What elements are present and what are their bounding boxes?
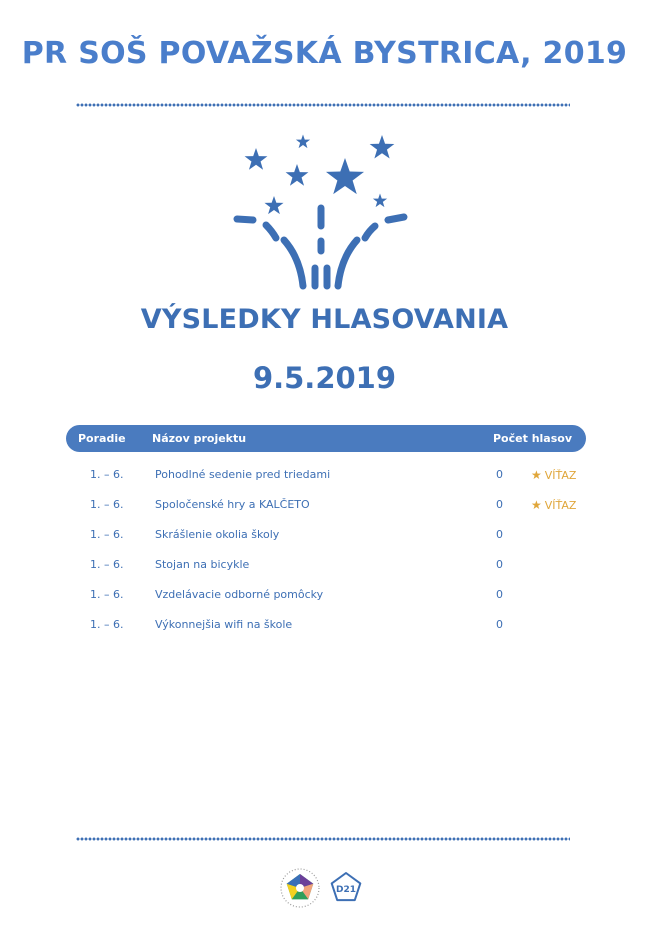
results-table: [0, 462, 649, 642]
winner-label: VÍŤAZ: [544, 469, 577, 482]
results-heading: VÝSLEDKY HLASOVANIA: [140, 304, 509, 335]
dotted-divider-bottom: [76, 837, 570, 841]
row-rank: 1. – 6.: [90, 588, 124, 601]
row-votes: 0: [496, 468, 503, 481]
winner-badge: [531, 498, 576, 512]
table-header: [66, 425, 586, 452]
row-project-name: Skrášlenie okolia školy: [155, 528, 280, 541]
row-rank: 1. – 6.: [90, 528, 124, 541]
d21-logo: [332, 873, 361, 900]
row-project-name: Vzdelávacie odborné pomôcky: [155, 588, 324, 601]
participatory-budget-logo: [281, 869, 319, 907]
table-row: [0, 462, 649, 492]
row-votes: 0: [496, 528, 503, 541]
fireworks-icon: [230, 128, 410, 293]
column-header-name: Názov projektu: [152, 432, 247, 445]
star-icon: ★: [531, 468, 542, 482]
row-rank: 1. – 6.: [90, 498, 124, 511]
d21-logo-text: D21: [336, 885, 356, 895]
star-icon: ★: [531, 498, 542, 512]
row-rank: 1. – 6.: [90, 618, 124, 631]
row-project-name: Výkonnejšia wifi na škole: [155, 618, 293, 631]
vote-date: 9.5.2019: [252, 361, 397, 395]
table-row: [0, 522, 649, 552]
column-header-rank: Poradie: [78, 432, 126, 445]
row-project-name: Pohodlné sedenie pred triedami: [155, 468, 331, 481]
winner-label: VÍŤAZ: [544, 499, 577, 512]
column-header-votes: Počet hlasov: [493, 432, 572, 445]
page-title: PR SOŠ POVAŽSKÁ BYSTRICA, 2019: [21, 36, 628, 71]
table-row: [0, 582, 649, 612]
row-votes: 0: [496, 498, 503, 511]
row-project-name: Spoločenské hry a KALČETO: [155, 498, 310, 511]
table-row: [0, 492, 649, 522]
dotted-divider-top: [76, 103, 570, 107]
row-rank: 1. – 6.: [90, 468, 124, 481]
table-row: [0, 612, 649, 642]
row-votes: 0: [496, 588, 503, 601]
winner-badge: [531, 468, 576, 482]
row-project-name: Stojan na bicykle: [155, 558, 250, 571]
row-votes: 0: [496, 618, 503, 631]
table-row: [0, 552, 649, 582]
footer-logos: [278, 866, 368, 910]
row-votes: 0: [496, 558, 503, 571]
row-rank: 1. – 6.: [90, 558, 124, 571]
